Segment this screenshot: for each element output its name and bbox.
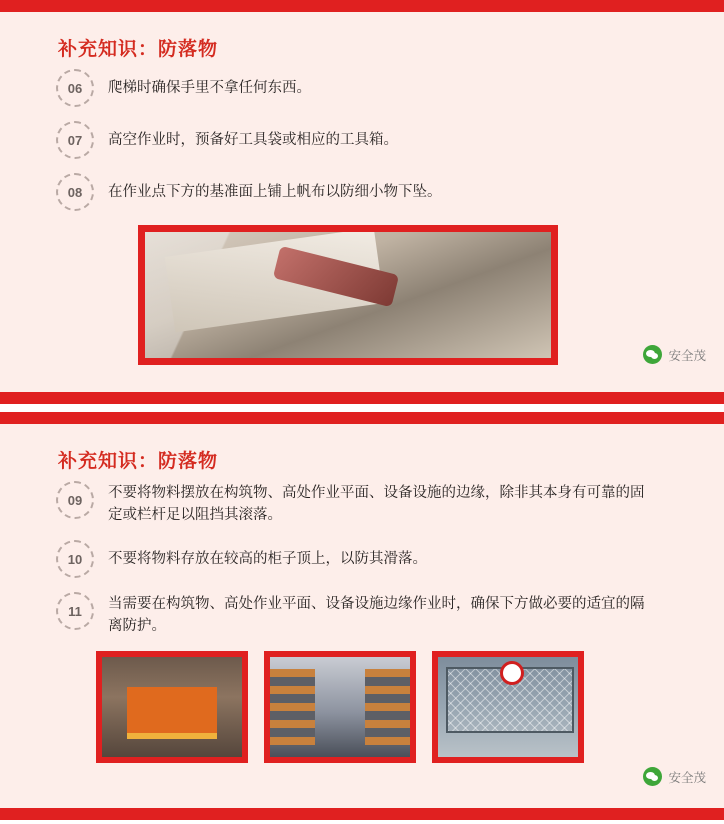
- wechat-logo-icon: [643, 345, 662, 364]
- fenced-isolation-area-photo: [432, 651, 584, 763]
- item-number-badge: 08: [56, 173, 94, 211]
- falling-objects-debris-photo: [138, 225, 558, 365]
- item-text: 在作业点下方的基准面上铺上帆布以防细小物下坠。: [108, 184, 442, 200]
- list-item: [56, 121, 698, 159]
- item-number-badge: 06: [56, 69, 94, 107]
- item-text: 高空作业时，预备好工具袋或相应的工具箱。: [108, 132, 398, 148]
- item-number-badge: 11: [56, 592, 94, 630]
- slide-divider: [0, 404, 724, 408]
- slide-2: [0, 412, 724, 820]
- list-item: [56, 173, 698, 211]
- tip-list-2: [26, 481, 698, 637]
- list-item: [56, 592, 698, 637]
- item-text: 爬梯时确保手里不拿任何东西。: [108, 80, 311, 96]
- list-item: [56, 481, 698, 526]
- item-text: 不要将物料摆放在构筑物、高处作业平面、设备设施的边缘，除非其本身有可靠的固定或栏杆足以阻挡其滚落。: [108, 485, 645, 523]
- item-text: 不要将物料存放在较高的柜子顶上，以防其滑落。: [108, 551, 427, 567]
- photo-gallery: [96, 651, 698, 763]
- tip-list-1: [26, 69, 698, 211]
- prohibition-sign-icon: [500, 661, 524, 685]
- item-text: 当需要在构筑物、高处作业平面、设备设施边缘作业时，确保下方做必要的适宜的隔离防护。: [108, 596, 645, 634]
- watermark-account-2: [643, 767, 706, 786]
- item-number-badge: 09: [56, 481, 94, 519]
- list-item: [56, 540, 698, 578]
- watermark-account-1: [643, 345, 706, 364]
- slide-1: [0, 0, 724, 404]
- item-number-badge: 07: [56, 121, 94, 159]
- warehouse-racking-photo: [264, 651, 416, 763]
- page-title: 补充知识：防落物: [58, 451, 219, 472]
- wechat-logo-icon: [643, 767, 662, 786]
- slide-1-content: [0, 12, 724, 392]
- watermark-account-name: 安全茂: [668, 348, 706, 363]
- guardrail-barrier-photo: [96, 651, 248, 763]
- list-item: [56, 69, 698, 107]
- item-number-badge: 10: [56, 540, 94, 578]
- page-title: 补充知识：防落物: [58, 39, 219, 60]
- watermark-account-name: 安全茂: [668, 770, 706, 785]
- slide-2-content: [0, 424, 724, 808]
